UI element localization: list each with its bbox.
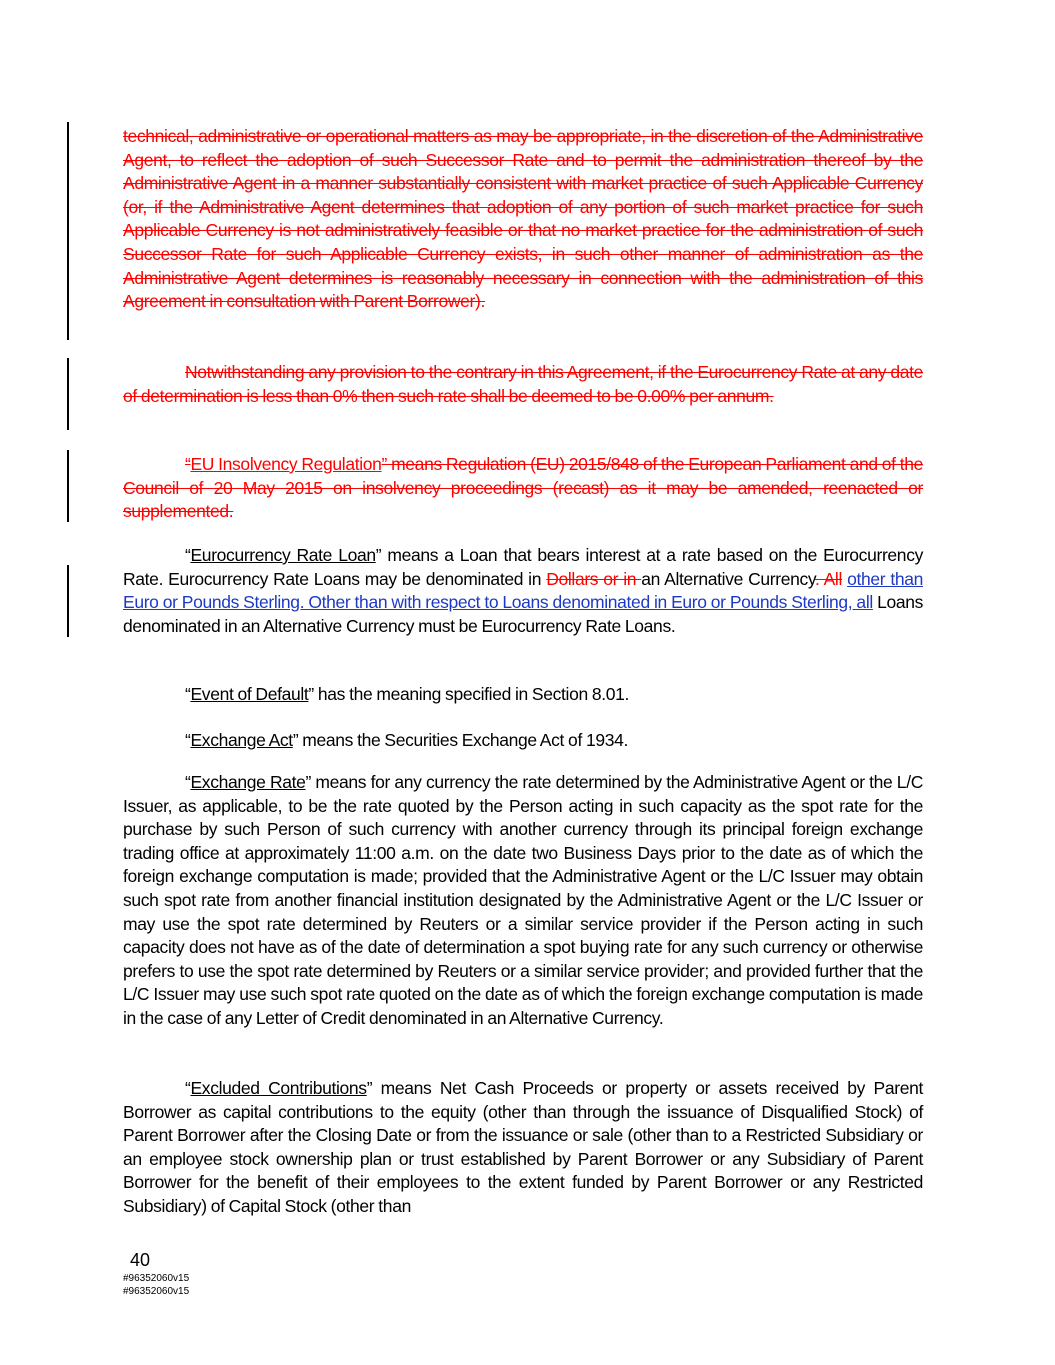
definition-event-of-default: “Event of Default” has the meaning specified in Section 8.01.	[185, 684, 630, 704]
defined-term: Exchange Rate	[190, 772, 306, 792]
change-bar	[67, 565, 69, 637]
deleted-paragraph	[123, 361, 923, 408]
definition-exchange-rate: “Exchange Rate” means for any currency the rate determined by the Administrative Agent or the L/C Issuer, as applicable, to be the rate quoted by the Person acting in such capacity as the spot rate for the purchase by such Person of such currency with another currency through its principal foreign exchange trading office at approximately 11:00 a.m. on the date two Business Days prior to the date as of which the foreign exchange computation is made; provided that the Administrative Agent or the L/C Issuer may obtain such spot rate from another financial institution designated by the Administrative Agent or the L/C Issuer or may use the spot rate determined by Reuters or a similar service provider if the Person acting in such capacity does not have as of the date of determination a spot buying rate for any such currency or otherwise prefers to use the spot rate determined by Reuters or a similar service provider; and provided further that the L/C Issuer may use such spot rate quoted on the date as of which the foreign exchange computation is made in the case of any Letter of Credit denominated in an Alternative Currency.	[123, 772, 923, 1028]
defined-term: Eurocurrency Rate Loan	[190, 545, 376, 565]
definition-excluded-contributions: “Excluded Contributions” means Net Cash Proceeds or property or assets received by Parent Borrower as capital contributions to the equity (other than through the issuance of Disqualified Stock) of Parent Borrower after the Closing Date or from the issuance or sale (other than to a Restricted Subsidiary or an employee stock ownership plan or trust established by Parent Borrower or any Subsidiary of Parent Borrower for the benefit of their employees to the extent funded by Parent Borrower or any Restricted Subsidiary) of Capital Stock (other than	[123, 1078, 923, 1216]
document-id: #96352060v15	[123, 1273, 190, 1284]
page-number: 40	[130, 1250, 151, 1270]
deleted-definition: “EU Insolvency Regulation” means Regulation (EU) 2015/848 of the European Parliament and of the Council of 20 May 2015 on insolvency proceedings (recast) as it may be amended, reenacted or supplemented.	[123, 454, 923, 522]
defined-term: Exchange Act	[190, 730, 293, 750]
document-id: #96352060v15	[123, 1286, 190, 1297]
deleted-paragraph	[123, 125, 923, 314]
defined-term: EU Insolvency Regulation	[190, 454, 382, 474]
deleted-text: Dollars or in	[546, 568, 642, 589]
change-bar	[67, 450, 69, 522]
change-bar	[67, 122, 69, 340]
deleted-text: Notwithstanding any provision to the contrary in this Agreement, if the Eurocurrency Rate at any date of determination is less than 0% then such rate shall be deemed to be 0.00% per annum.	[123, 362, 923, 406]
definition-eurocurrency-rate-loan: “Eurocurrency Rate Loan” means a Loan that bears interest at a rate based on the Eurocurrency Rate. Eurocurrency Rate Loans may be denominated in Dollars or in an Alternative Currency. All other than Euro or Pounds Sterling. Other than with respect to Loans denominated in Euro or Pounds Sterling, all Loans denominated in an Alternative Currency must be Eurocurrency Rate Loans.	[123, 545, 923, 636]
change-bar	[67, 358, 69, 430]
deleted-text: . All	[814, 568, 843, 589]
definition-exchange-act: “Exchange Act” means the Securities Exchange Act of 1934.	[185, 730, 629, 750]
inserted-text: other than Euro or Pounds Sterling. Other than with respect to Loans denominated in Euro or Pounds Sterling, all	[123, 568, 923, 613]
defined-term: Excluded Contributions	[190, 1078, 367, 1098]
deleted-text: ” means Regulation (EU) 2015/848 of the European Parliament and of the Council of 20 May 2015 on insolvency proceedings (recast) as it may be amended, reenacted or supplemented.	[123, 454, 923, 522]
deleted-text: technical, administrative or operational matters as may be appropriate, in the discretion of the Administrative Agent, to reflect the adoption of such Successor Rate and to permit the administration thereof by the Administrative Agent in a manner substantially consistent with market practice of such Applicable Currency (or, if the Administrative Agent determines that adoption of any portion of such market practice for such Applicable Currency is not administratively feasible or that no market practice for the administration of such Successor Rate for such Applicable Currency exists, in such other manner of administration as the Administrative Agent determines is reasonably necessary in connection with the administration of this Agreement in consultation with Parent Borrower).	[123, 126, 923, 312]
defined-term: Event of Default	[190, 684, 309, 704]
